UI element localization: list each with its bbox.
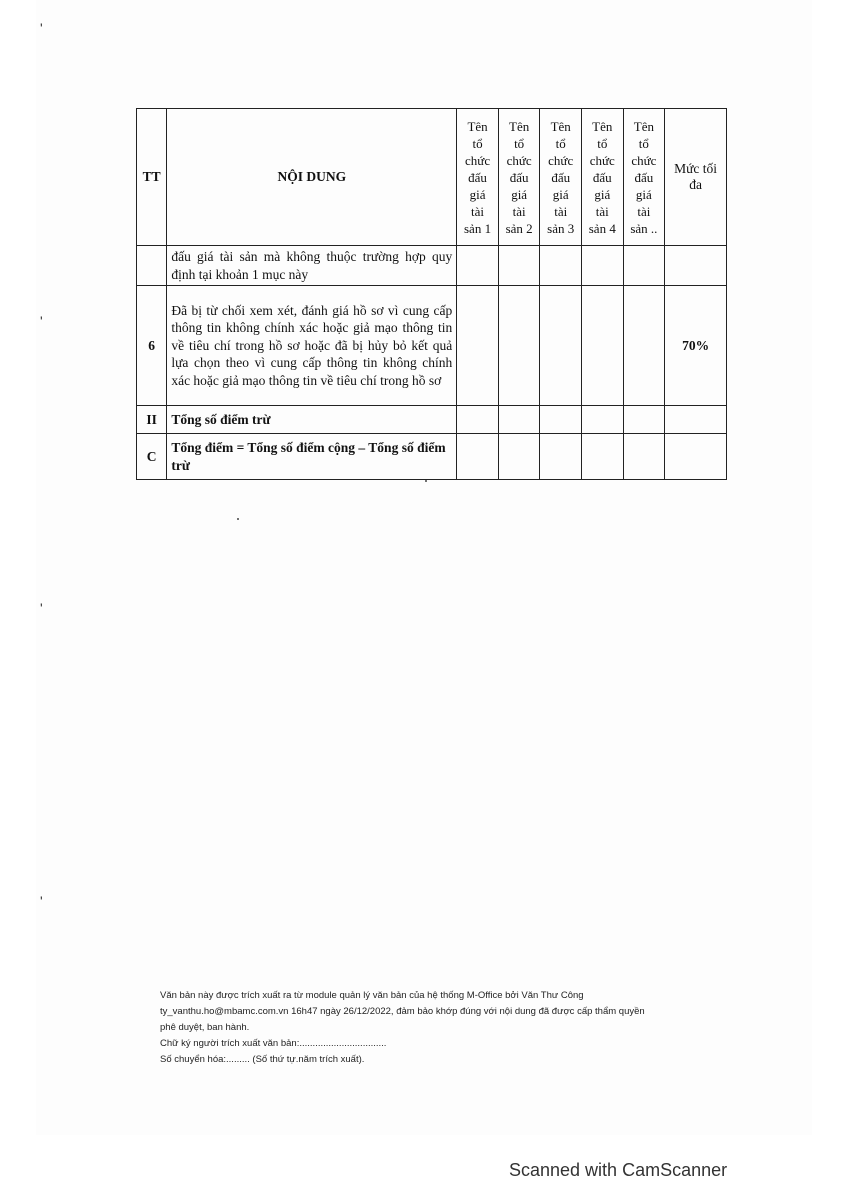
header-org-5: Tên tổ chức đấu giá tài sản .. [623,109,665,246]
row-max: 70% [665,286,727,406]
header-org-1: Tên tổ chức đấu giá tài sản 1 [457,109,499,246]
binding-mark: ' [40,893,43,909]
row-tt: C [137,434,167,480]
row-tt: II [137,406,167,434]
row-max [665,434,727,480]
header-org-2: Tên tổ chức đấu giá tài sản 2 [498,109,540,246]
score-cell [623,286,665,406]
score-cell [540,434,582,480]
score-cell [582,434,624,480]
score-cell [623,406,665,434]
camscanner-watermark: Scanned with CamScanner [509,1160,728,1180]
header-tt: TT [137,109,167,246]
score-cell [540,286,582,406]
score-cell [457,246,499,286]
row-tt: 6 [137,286,167,406]
row-tt [137,246,167,286]
score-cell [623,246,665,286]
score-cell [457,286,499,406]
header-org-3: Tên tổ chức đấu giá tài sản 3 [540,109,582,246]
scoring-table [136,108,727,480]
header-org-4: Tên tổ chức đấu giá tài sản 4 [582,109,624,246]
header-content: NỘI DUNG [167,109,457,246]
score-cell [457,406,499,434]
table-row [137,286,727,406]
score-cell [582,286,624,406]
table-header-row [137,109,727,246]
footer-line: Văn bản này được trích xuất ra từ module quản lý văn bản của hệ thống M-Office bởi Văn Thư Công [160,990,584,1001]
footer-line: ty_vanthu.ho@mbamc.com.vn 16h47 ngày 26/12/2022, đảm bảo khớp đúng với nội dung đã được cấp thẩm quyền [160,1006,645,1017]
footer-line: Số chuyển hóa:......... (Số thứ tự.năm trích xuất). [160,1054,365,1065]
score-cell [623,434,665,480]
row-max [665,406,727,434]
row-max [665,246,727,286]
scan-speck [237,518,239,520]
scan-speck [425,480,427,482]
table-row [137,434,727,480]
score-cell [457,434,499,480]
extraction-footer [160,988,700,1068]
score-cell [498,246,540,286]
footer-line: phê duyệt, ban hành. [160,1022,250,1033]
score-cell [582,246,624,286]
row-content: đấu giá tài sản mà không thuộc trường hợp quy định tại khoản 1 mục này [167,246,457,286]
row-content: Tổng điểm = Tổng số điểm cộng – Tổng số điểm trừ [167,434,457,480]
footer-line: Chữ ký người trích xuất văn bản:................................. [160,1038,387,1049]
score-cell [498,406,540,434]
binding-mark: ' [40,20,43,36]
header-max: Mức tối đa [665,109,727,246]
row-content: Tổng số điểm trừ [167,406,457,434]
row-content: Đã bị từ chối xem xét, đánh giá hồ sơ vì cung cấp thông tin không chính xác hoặc giả mạo thông tin về tiêu chí trong hồ sơ hoặc đã bị hủy bỏ kết quả lựa chọn theo vì cung cấp thông tin không chính xác hoặc giả mạo thông tin về tiêu chí trong hồ sơ [167,286,457,406]
table-row [137,246,727,286]
score-cell [498,434,540,480]
score-cell [582,406,624,434]
binding-mark: ' [40,600,43,616]
table-row [137,406,727,434]
score-cell [540,246,582,286]
binding-mark: ' [40,313,43,329]
score-cell [498,286,540,406]
score-cell [540,406,582,434]
